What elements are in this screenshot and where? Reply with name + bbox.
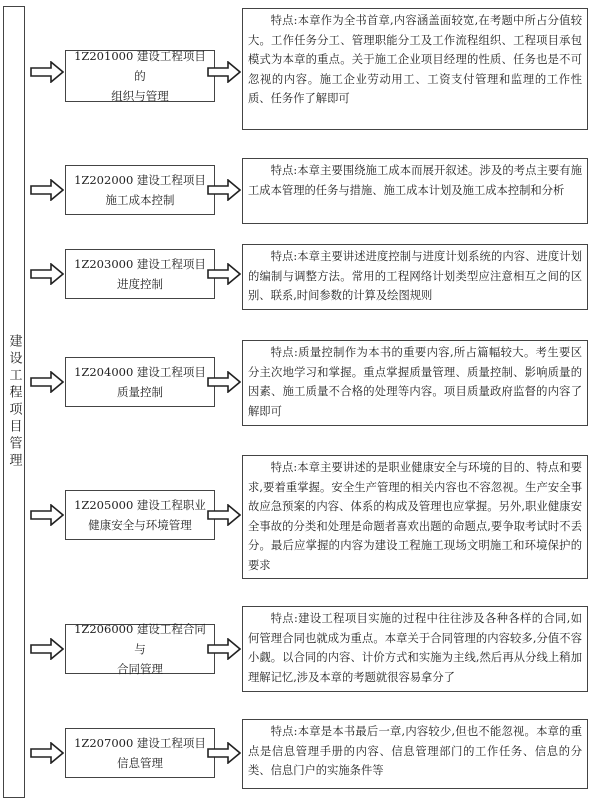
chapter-topic-box [65, 490, 215, 540]
arrow-right-icon [207, 179, 241, 201]
chapter-code-title: 1Z202000 建设工程项目 [74, 173, 206, 187]
chapter-code-title: 1Z203000 建设工程项目 [74, 257, 206, 271]
chapter-title-cont: 进度控制 [117, 277, 163, 291]
arrow-right-icon [30, 61, 64, 83]
arrow-right-icon [207, 742, 241, 764]
arrow-right-icon [207, 61, 241, 83]
arrow-right-icon [30, 179, 64, 201]
chapter-topic-box [65, 165, 215, 215]
chapter-topic-box [65, 728, 215, 778]
chapter-title-cont: 组织与管理 [111, 89, 169, 103]
chapter-description: 特点:本章作为全书首章,内容涵盖面较宽,在考题中所占分值较大。工作任务分工、管理职能分工及工作流程组织、工程项目承包模式为本章的重点。关于施工企业项目经理的性质、任务也是不可忽视的内容。施工企业劳动用工、工资支付管理和监理的工作性质、任务作了解即可 [242, 8, 588, 130]
chapter-title-cont: 施工成本控制 [105, 193, 175, 207]
side-title: 建设工程项目管理 [6, 334, 22, 470]
chapter-description: 特点:本章主要围绕施工成本而展开叙述。涉及的考点主要有施工成本管理的任务与措施、施工成本计划及施工成本控制和分析 [242, 158, 588, 224]
chapter-code-title: 1Z206000 建设工程合同与 [74, 622, 206, 656]
arrow-right-icon [30, 371, 64, 393]
chapter-description: 特点:质量控制作为本书的重要内容,所占篇幅较大。考生要区分主次地学习和掌握。重点掌握质量管理、质量控制、影响质量的因素、施工质量不合格的处理等内容。项目质量政府监督的内容了解即可 [242, 340, 588, 426]
arrow-right-icon [30, 263, 64, 285]
chapter-topic-box [65, 357, 215, 407]
chapter-description: 特点:建设工程项目实施的过程中往往涉及各种各样的合同,如何管理合同也就成为重点。本章关于合同管理的内容较多,分值不容小觑。以合同的内容、计价方式和实施为主线,然后再从分线上稍加理解记忆,涉及本章的考题就很容易拿分了 [242, 606, 588, 692]
arrow-right-icon [207, 504, 241, 526]
arrow-right-icon [30, 638, 64, 660]
arrow-right-icon [30, 504, 64, 526]
arrow-right-icon [207, 638, 241, 660]
arrow-right-icon [30, 742, 64, 764]
chapter-code-title: 1Z204000 建设工程项目 [74, 365, 206, 379]
chapter-title-cont: 信息管理 [117, 756, 163, 770]
chapter-title-cont: 质量控制 [117, 385, 163, 399]
chapter-topic-box [65, 624, 215, 674]
chapter-description: 特点:本章主要讲述的是职业健康安全与环境的目的、特点和要求,要着重掌握。安全生产管理的相关内容也不容忽视。生产安全事故应急预案的内容、体系的构成及管理也应掌握。另外,职业健康安全事故的分类和处理是命题者喜欢出题的命题点,要争取考试时不丢分。最后应掌握的内容为建设工程施工现场文明施工和环境保护的要求 [242, 455, 588, 579]
chapter-code-title: 1Z207000 建设工程项目 [74, 736, 206, 750]
chapter-code-title: 1Z205000 建设工程职业 [74, 498, 206, 512]
chapter-topic-box [65, 50, 215, 102]
chapter-topic-box [65, 249, 215, 299]
chapter-description: 特点:本章是本书最后一章,内容较少,但也不能忽视。本章的重点是信息管理手册的内容、信息管理部门的工作任务、信息的分类、信息门户的实施条件等 [242, 719, 588, 789]
arrow-right-icon [207, 371, 241, 393]
chapter-title-cont: 合同管理 [117, 662, 163, 676]
chapter-title-cont: 健康安全与环境管理 [88, 518, 192, 532]
side-title-box [3, 6, 25, 798]
arrow-right-icon [207, 263, 241, 285]
chapter-code-title: 1Z201000 建设工程项目的 [74, 49, 206, 83]
chapter-description: 特点:本章主要讲述进度控制与进度计划系统的内容、进度计划的编制与调整方法。常用的工程网络计划类型应注意相互之间的区别、联系,时间参数的计算及绘图规则 [242, 244, 588, 310]
